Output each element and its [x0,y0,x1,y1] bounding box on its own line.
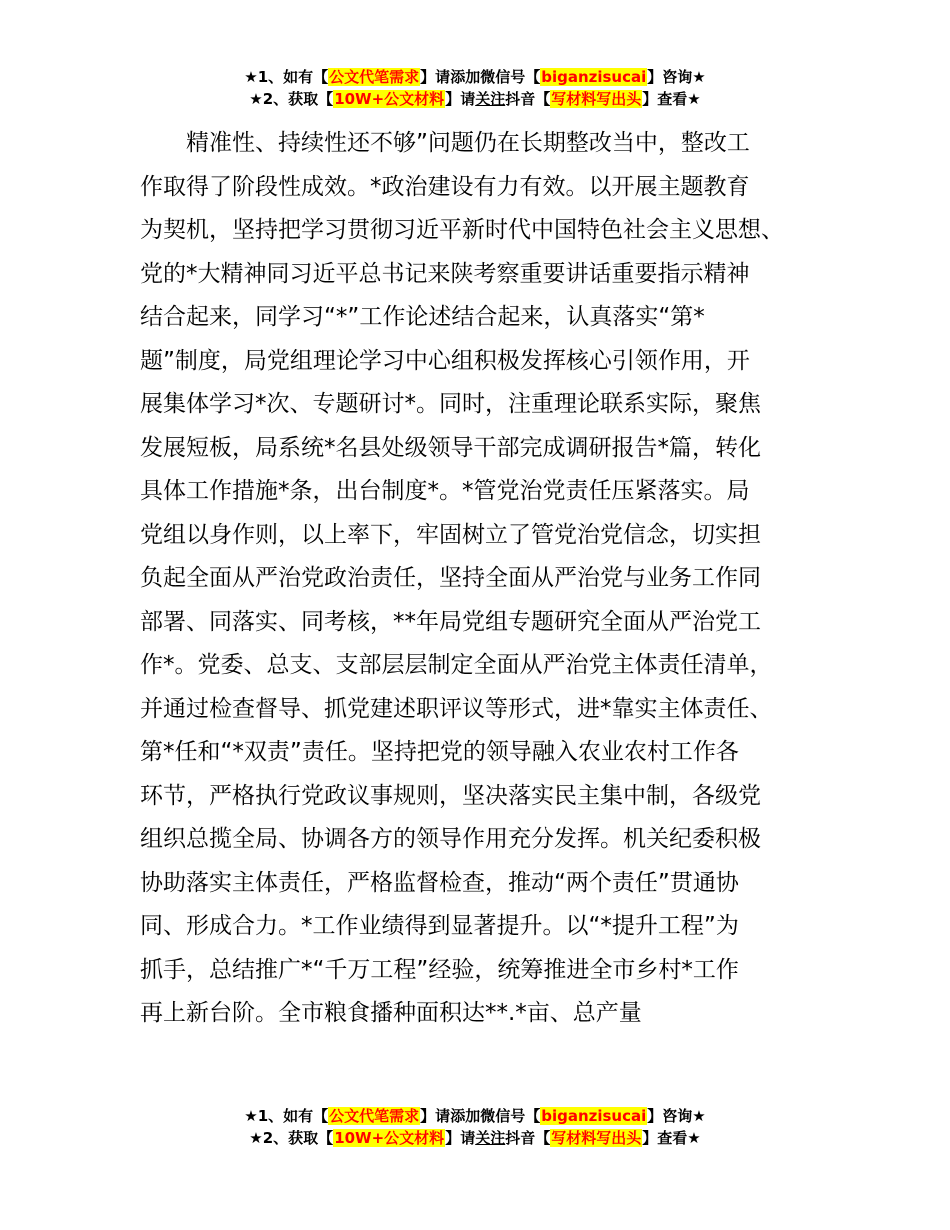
paragraph-line: 环节，严格执行党政议事规则，坚决落实民主集中制，各级党 [140,782,761,809]
paragraph-line: 并通过检查督导、抓党建述职评议等形式，进*靠实主体责任、 [140,695,773,722]
paragraph-line: 协助落实主体责任，严格监督检查，推动“两个责任”贯通协 [140,869,739,896]
paragraph-line: 精准性、持续性还不够”问题仍在长期整改当中，整改工 [140,130,750,156]
paragraph-line: 组织总揽全局、协调各方的领导作用充分发挥。机关纪委积极 [140,826,761,852]
paragraph-line: 第*任和“*双责”责任。坚持把党的领导融入农业农村工作各 [140,739,739,765]
highlight-service: 公文代笔需求 [329,1107,420,1125]
highlight-materials: 10W+公文材料 [334,1129,445,1147]
paragraph-line: 结合起来，同学习“*”工作论述结合起来，认真落实“第* [140,304,705,330]
paragraph-line: 作*。党委、总支、支部层层制定全面从严治党主体责任清单， [140,652,773,678]
header-line-1: ★1、如有【公文代笔需求】请添加微信号【biganzisucai】咨询★ [244,68,706,86]
paragraph-line: 发展短板，局系统*名县处级领导干部完成调研报告*篇，转化 [140,434,761,461]
highlight-douyin-account: 写材料写出头 [551,90,642,108]
paragraph-line: 作取得了阶段性成效。*政治建设有力有效。以开展主题教育 [140,173,750,200]
paragraph-line: 展集体学习*次、专题研讨*。同时，注重理论联系实际，聚焦 [140,391,761,417]
paragraph-line: 抓手，总结推广*“千万工程”经验，统筹推进全市乡村*工作 [140,956,739,983]
paragraph-line: 为契机，坚持把学习贯彻习近平新时代中国特色社会主义思想、 [140,217,784,243]
header-line-2: ★2、获取【10W+公文材料】请关注抖音【写材料写出头】查看★ [249,90,701,108]
highlight-wechat-id: biganzisucai [541,1107,647,1125]
highlight-materials: 10W+公文材料 [334,90,445,108]
paragraph-line: 负起全面从严治党政治责任，坚持全面从严治党与业务工作同 [140,565,761,591]
paragraph-line: 题”制度，局党组理论学习中心组积极发挥核心引领作用，开 [140,347,750,374]
footer-banner [0,1105,950,1149]
document-body [140,122,840,1036]
paragraph-line: 党的*大精神同习近平总书记来陕考察重要讲话重要指示精神 [140,260,750,287]
paragraph-line: 党组以身作则，以上率下，牢固树立了管党治党信念，切实担 [140,521,761,548]
header-banner [0,66,950,110]
paragraph-line: 具体工作措施*条，出台制度*。*管党治党责任压紧落实。局 [140,478,750,504]
highlight-douyin-account: 写材料写出头 [551,1129,642,1147]
paragraph-line: 部署、同落实、同考核，**年局党组专题研究全面从严治党工 [140,608,761,635]
footer-line-1: ★1、如有【公文代笔需求】请添加微信号【biganzisucai】咨询★ [244,1107,706,1125]
highlight-service: 公文代笔需求 [329,68,420,86]
paragraph-line: 再上新台阶。全市粮食播种面积达**.*亩、总产量 [140,1000,642,1026]
paragraph-line: 同、形成合力。*工作业绩得到显著提升。以“*提升工程”为 [140,913,739,939]
highlight-wechat-id: biganzisucai [541,68,647,86]
footer-line-2: ★2、获取【10W+公文材料】请关注抖音【写材料写出头】查看★ [249,1129,701,1147]
